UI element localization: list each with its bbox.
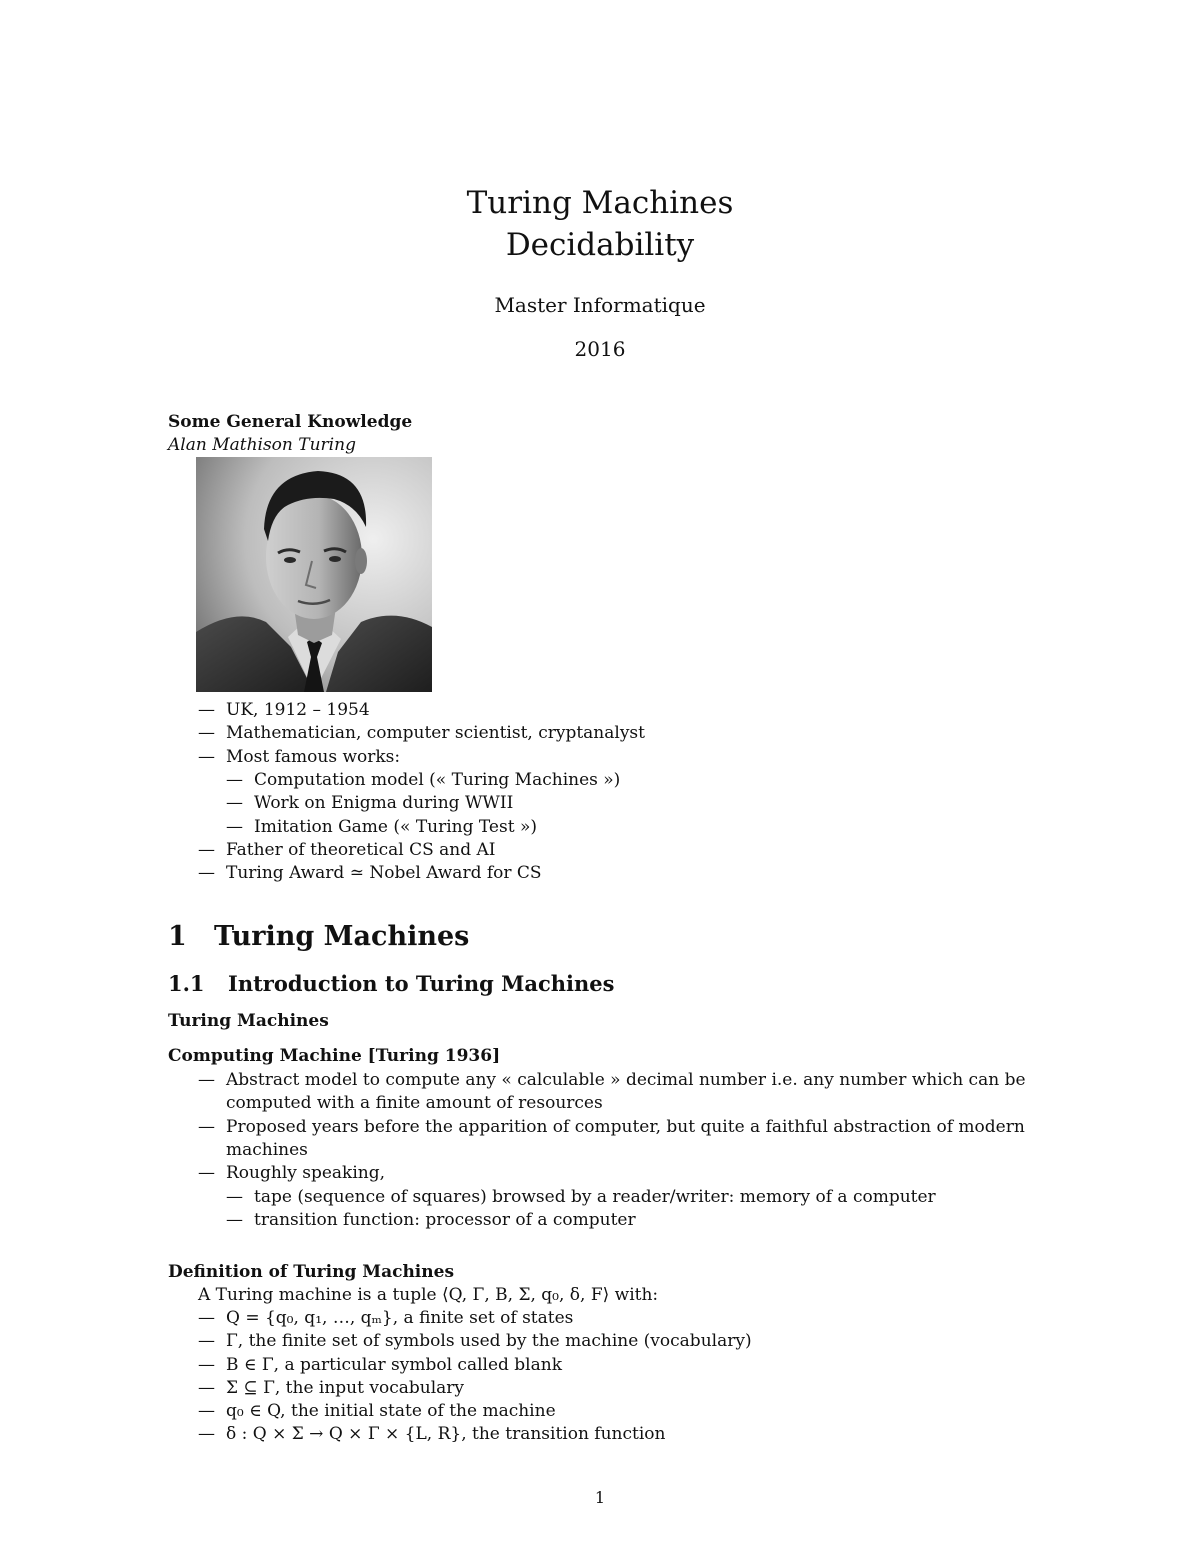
list-item: — tape (sequence of squares) browsed by a reader/writer: memory of a computer (226, 1186, 1066, 1209)
list-item: — UK, 1912 – 1954 (198, 699, 645, 722)
definition-list (198, 1307, 752, 1447)
list-item: — Work on Enigma during WWII (226, 792, 620, 815)
document-title: Turing Machines (466, 185, 734, 221)
turing-facts-list-continued (198, 839, 542, 886)
list-item: — Proposed years before the apparition of computer, but quite a faithful abstraction of modern machines (198, 1116, 1058, 1163)
list-item: — Computation model (« Turing Machines ») (226, 769, 620, 792)
roughly-speaking-list (226, 1186, 1066, 1233)
turing-name-subheading: Alan Mathison Turing (168, 435, 356, 455)
section-number: 1 (168, 921, 187, 952)
page-number: 1 (594, 1488, 606, 1507)
list-item: — Q = {q₀, q₁, …, qₘ}, a finite set of states (198, 1307, 752, 1330)
list-item: — Mathematician, computer scientist, cryptanalyst (198, 722, 645, 745)
subsection-heading (168, 970, 615, 998)
subsection-number: 1.1 (168, 971, 205, 996)
section-title: Turing Machines (214, 921, 470, 952)
list-item: — Roughly speaking, (198, 1162, 1058, 1185)
list-item: — Imitation Game (« Turing Test ») (226, 816, 620, 839)
section-heading (168, 920, 469, 954)
computing-machine-heading: Computing Machine [Turing 1936] (168, 1046, 501, 1066)
list-item: — Γ, the finite set of symbols used by the machine (vocabulary) (198, 1330, 752, 1353)
turing-portrait-image (196, 457, 432, 692)
list-item: — Abstract model to compute any « calculable » decimal number i.e. any number which can be computed with a finite amount of resources (198, 1069, 1058, 1116)
definition-heading: Definition of Turing Machines (168, 1262, 455, 1282)
famous-works-list (226, 769, 620, 839)
document-year: 2016 (574, 337, 626, 361)
subsection-title: Introduction to Turing Machines (228, 971, 615, 996)
list-item: — q₀ ∈ Q, the initial state of the machine (198, 1400, 752, 1423)
list-item: — Father of theoretical CS and AI (198, 839, 542, 862)
list-item: — δ : Q × Σ → Q × Γ × {L, R}, the transition function (198, 1423, 752, 1446)
turing-facts-list (198, 699, 645, 769)
definition-intro: A Turing machine is a tuple ⟨Q, Γ, B, Σ, q₀, δ, F⟩ with: (198, 1285, 659, 1305)
list-item: — transition function: processor of a computer (226, 1209, 1066, 1232)
course-name: Master Informatique (494, 293, 706, 317)
document-subtitle: Decidability (505, 227, 695, 263)
list-item: — B ∈ Γ, a particular symbol called blank (198, 1354, 752, 1377)
list-item: — Turing Award ≃ Nobel Award for CS (198, 862, 542, 885)
computing-machine-list (198, 1069, 1058, 1185)
general-knowledge-heading: Some General Knowledge (168, 412, 413, 432)
list-item: — Σ ⊆ Γ, the input vocabulary (198, 1377, 752, 1400)
list-item: — Most famous works: (198, 746, 645, 769)
frame-title: Turing Machines (168, 1011, 329, 1031)
